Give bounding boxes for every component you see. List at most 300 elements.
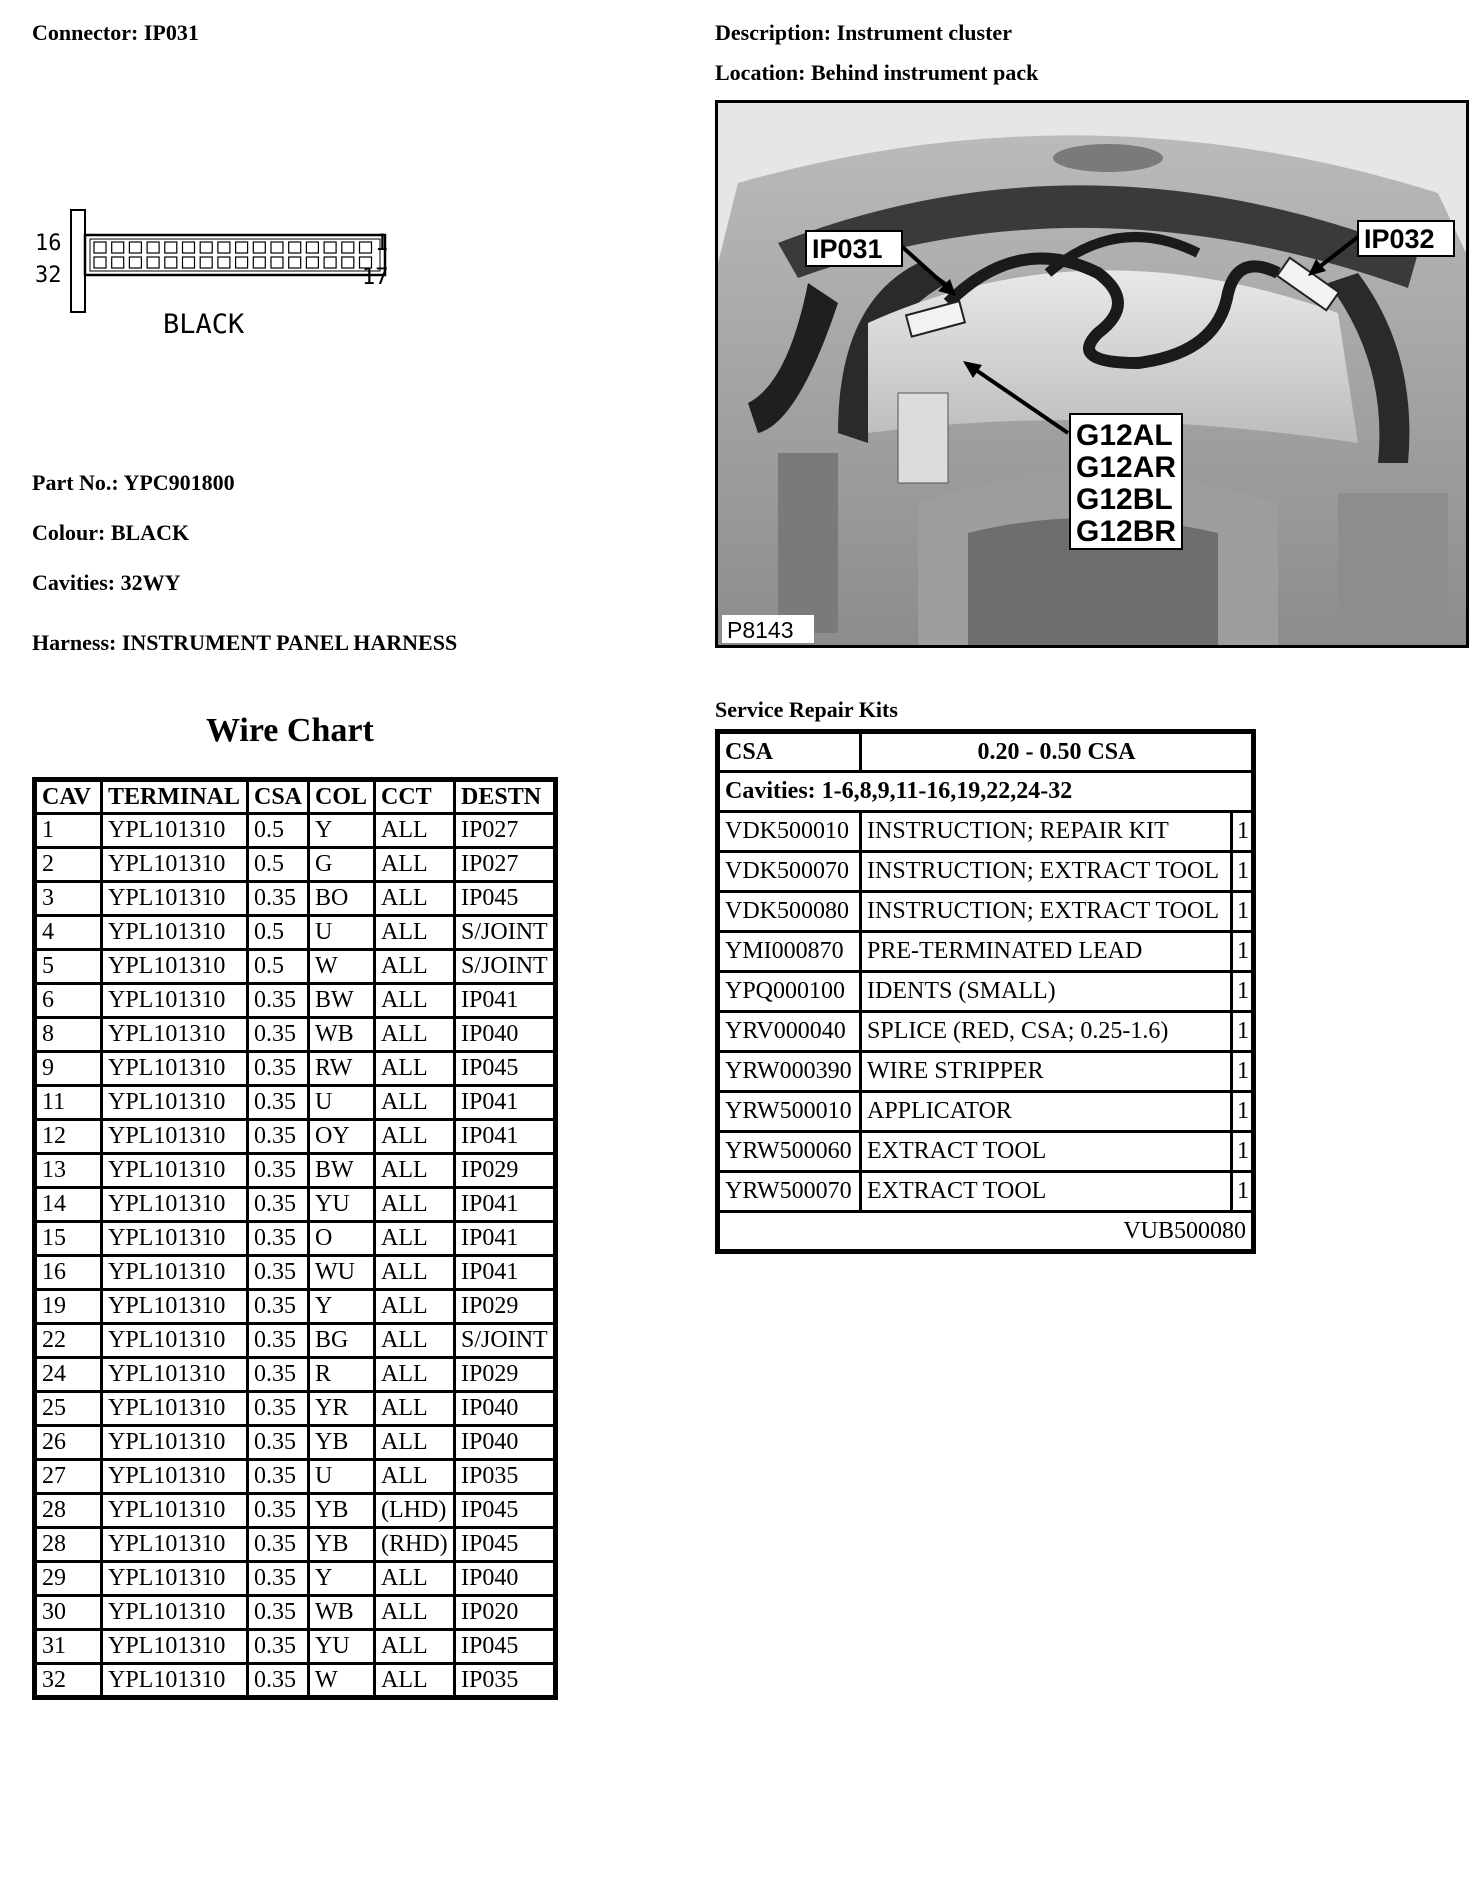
wire-chart-cell: BW bbox=[309, 984, 375, 1018]
wire-chart-cell: 14 bbox=[35, 1188, 102, 1222]
wire-chart-cell: ALL bbox=[375, 1392, 455, 1426]
wire-chart-row bbox=[35, 1426, 556, 1460]
wire-chart-cell: 30 bbox=[35, 1596, 102, 1630]
connector-pin bbox=[183, 242, 195, 253]
wire-chart-cell: R bbox=[309, 1358, 375, 1392]
wire-chart-cell: ALL bbox=[375, 814, 455, 848]
wire-chart-cell: 0.35 bbox=[248, 1630, 309, 1664]
kit-quantity: 1 bbox=[1232, 1172, 1254, 1212]
wire-chart-cell: YPL101310 bbox=[102, 882, 248, 916]
connector-pin bbox=[360, 242, 372, 253]
wire-chart-cell: ALL bbox=[375, 1426, 455, 1460]
wire-chart-cell: IP029 bbox=[455, 1358, 556, 1392]
wire-chart-cell: YPL101310 bbox=[102, 1392, 248, 1426]
wire-chart-row bbox=[35, 1358, 556, 1392]
wire-chart-cell: 0.35 bbox=[248, 1358, 309, 1392]
kits-csa-row bbox=[718, 732, 1254, 772]
column-header: TERMINAL bbox=[102, 780, 248, 814]
kit-quantity: 1 bbox=[1232, 1012, 1254, 1052]
wire-chart-cell: WB bbox=[309, 1018, 375, 1052]
kit-part-number: VDK500080 bbox=[718, 892, 861, 932]
photo-figure-number: P8143 bbox=[727, 617, 794, 643]
service-kits-title: Service Repair Kits bbox=[715, 697, 898, 722]
wire-chart-cell: 8 bbox=[35, 1018, 102, 1052]
kit-description: INSTRUCTION; REPAIR KIT bbox=[861, 812, 1232, 852]
kit-part-number: YPQ000100 bbox=[718, 972, 861, 1012]
wire-chart-table bbox=[32, 777, 558, 1700]
wire-chart-cell: 13 bbox=[35, 1154, 102, 1188]
kit-part-number: YRW000390 bbox=[718, 1052, 861, 1092]
wire-chart-cell: YPL101310 bbox=[102, 1528, 248, 1562]
connector-pin bbox=[342, 257, 354, 268]
wire-chart-cell: YPL101310 bbox=[102, 1494, 248, 1528]
wire-chart-cell: YPL101310 bbox=[102, 1664, 248, 1698]
wire-chart-row bbox=[35, 1460, 556, 1494]
wire-chart-cell: 0.35 bbox=[248, 1188, 309, 1222]
wire-chart-cell: IP041 bbox=[455, 1256, 556, 1290]
wire-chart-cell: YPL101310 bbox=[102, 1630, 248, 1664]
photo-label-ground-2: G12AR bbox=[1076, 451, 1177, 484]
wire-chart-cell: IP029 bbox=[455, 1290, 556, 1324]
kit-quantity: 1 bbox=[1232, 812, 1254, 852]
wire-chart-cell: IP040 bbox=[455, 1018, 556, 1052]
wire-chart-cell: 19 bbox=[35, 1290, 102, 1324]
harness-value: INSTRUMENT PANEL HARNESS bbox=[121, 630, 458, 655]
connector-pin bbox=[271, 242, 283, 253]
kit-number: VUB500080 bbox=[718, 1212, 1254, 1252]
wire-chart-cell: ALL bbox=[375, 882, 455, 916]
pin-label-top-left: 16 bbox=[35, 231, 62, 256]
photo-label-ip031: IP031 bbox=[812, 234, 883, 264]
connector-heading bbox=[32, 20, 199, 46]
wire-chart-cell: ALL bbox=[375, 848, 455, 882]
service-kits-table bbox=[715, 729, 1256, 1254]
kit-part-number: YRW500060 bbox=[718, 1132, 861, 1172]
wire-chart-cell: 27 bbox=[35, 1460, 102, 1494]
kit-item-row bbox=[718, 1132, 1254, 1172]
wire-chart-cell: ALL bbox=[375, 1154, 455, 1188]
connector-pin bbox=[183, 257, 195, 268]
wire-chart-cell: W bbox=[309, 950, 375, 984]
wire-chart-cell: W bbox=[309, 1664, 375, 1698]
wire-chart-cell: YPL101310 bbox=[102, 1358, 248, 1392]
wire-chart-cell: Y bbox=[309, 1290, 375, 1324]
description-line bbox=[715, 20, 1012, 46]
connector-pin bbox=[218, 242, 230, 253]
wire-chart-cell: YPL101310 bbox=[102, 1154, 248, 1188]
wire-chart-cell: ALL bbox=[375, 1188, 455, 1222]
kit-description: EXTRACT TOOL bbox=[861, 1132, 1232, 1172]
wire-chart-cell: S/JOINT bbox=[455, 916, 556, 950]
description-value: Instrument cluster bbox=[836, 20, 1012, 45]
wire-chart-cell: IP027 bbox=[455, 848, 556, 882]
wire-chart-cell: 16 bbox=[35, 1256, 102, 1290]
kit-quantity: 1 bbox=[1232, 972, 1254, 1012]
wire-chart-cell: 0.35 bbox=[248, 1392, 309, 1426]
wire-chart-cell: 9 bbox=[35, 1052, 102, 1086]
location-photo bbox=[715, 100, 1469, 648]
wire-chart-cell: ALL bbox=[375, 1052, 455, 1086]
wire-chart-cell: 0.35 bbox=[248, 1324, 309, 1358]
wire-chart-cell: 0.5 bbox=[248, 950, 309, 984]
wire-chart-cell: 4 bbox=[35, 916, 102, 950]
wire-chart-cell: 0.35 bbox=[248, 1290, 309, 1324]
connector-diagram bbox=[30, 205, 410, 345]
kit-description: APPLICATOR bbox=[861, 1092, 1232, 1132]
connector-pin bbox=[253, 242, 265, 253]
wire-chart-row bbox=[35, 1120, 556, 1154]
wire-chart-cell: (RHD) bbox=[375, 1528, 455, 1562]
wire-chart-header-row bbox=[35, 780, 556, 814]
wire-chart-cell: IP029 bbox=[455, 1154, 556, 1188]
connector-pin bbox=[200, 257, 212, 268]
connector-pin bbox=[165, 257, 177, 268]
wire-chart-cell: 11 bbox=[35, 1086, 102, 1120]
kit-quantity: 1 bbox=[1232, 1132, 1254, 1172]
photo-label-ground-3: G12BL bbox=[1076, 483, 1173, 516]
wire-chart-cell: IP041 bbox=[455, 984, 556, 1018]
wire-chart-cell: 0.35 bbox=[248, 984, 309, 1018]
location-value: Behind instrument pack bbox=[810, 60, 1039, 85]
kit-number-row bbox=[718, 1212, 1254, 1252]
wire-chart-cell: ALL bbox=[375, 950, 455, 984]
connector-pin bbox=[289, 257, 301, 268]
pin-label-top-right: 1 bbox=[375, 231, 389, 256]
wire-chart-cell: YR bbox=[309, 1392, 375, 1426]
wire-chart-cell: 0.35 bbox=[248, 1426, 309, 1460]
wire-chart-cell: IP045 bbox=[455, 1494, 556, 1528]
wire-chart-cell: YPL101310 bbox=[102, 1426, 248, 1460]
wire-chart-cell: 15 bbox=[35, 1222, 102, 1256]
kit-description: WIRE STRIPPER bbox=[861, 1052, 1232, 1092]
wire-chart-cell: IP035 bbox=[455, 1460, 556, 1494]
wire-chart-cell: RW bbox=[309, 1052, 375, 1086]
wire-chart-row bbox=[35, 1018, 556, 1052]
wire-chart-cell: IP045 bbox=[455, 1052, 556, 1086]
wire-chart-cell: Y bbox=[309, 1562, 375, 1596]
wire-chart-cell: 29 bbox=[35, 1562, 102, 1596]
wire-chart-row bbox=[35, 984, 556, 1018]
wire-chart-cell: YPL101310 bbox=[102, 950, 248, 984]
wire-chart-cell: OY bbox=[309, 1120, 375, 1154]
kit-item-row bbox=[718, 812, 1254, 852]
wire-chart-cell: YPL101310 bbox=[102, 1562, 248, 1596]
wire-chart-cell: G bbox=[309, 848, 375, 882]
connector-pin bbox=[253, 257, 265, 268]
kit-quantity: 1 bbox=[1232, 1052, 1254, 1092]
kit-part-number: YRW500070 bbox=[718, 1172, 861, 1212]
kit-item-row bbox=[718, 1092, 1254, 1132]
wire-chart-cell: YPL101310 bbox=[102, 916, 248, 950]
connector-pin bbox=[165, 242, 177, 253]
wire-chart-cell: ALL bbox=[375, 1460, 455, 1494]
wire-chart-row bbox=[35, 1086, 556, 1120]
wire-chart-cell: 0.35 bbox=[248, 1664, 309, 1698]
wire-chart-row bbox=[35, 1528, 556, 1562]
kit-item-row bbox=[718, 1172, 1254, 1212]
wire-chart-cell: 32 bbox=[35, 1664, 102, 1698]
wire-chart-cell: 12 bbox=[35, 1120, 102, 1154]
kit-item-row bbox=[718, 1052, 1254, 1092]
wire-chart-cell: 0.5 bbox=[248, 916, 309, 950]
wire-chart-row bbox=[35, 1392, 556, 1426]
wire-chart-cell: U bbox=[309, 1460, 375, 1494]
wire-chart-cell: YU bbox=[309, 1630, 375, 1664]
connector-pins bbox=[94, 242, 372, 268]
wire-chart-cell: 22 bbox=[35, 1324, 102, 1358]
wire-chart-row bbox=[35, 1222, 556, 1256]
kit-item-row bbox=[718, 1012, 1254, 1052]
wire-chart-cell: 2 bbox=[35, 848, 102, 882]
kit-part-number: VDK500070 bbox=[718, 852, 861, 892]
connector-pin bbox=[324, 257, 336, 268]
wire-chart-cell: 1 bbox=[35, 814, 102, 848]
wire-chart-cell: ALL bbox=[375, 1290, 455, 1324]
connector-pin bbox=[112, 257, 124, 268]
wire-chart-cell: ALL bbox=[375, 1120, 455, 1154]
column-header: DESTN bbox=[455, 780, 556, 814]
wire-chart-cell: U bbox=[309, 1086, 375, 1120]
wire-chart-cell: 0.35 bbox=[248, 1562, 309, 1596]
wire-chart-row bbox=[35, 1052, 556, 1086]
wire-chart-cell: 3 bbox=[35, 882, 102, 916]
wire-chart-cell: 0.35 bbox=[248, 1494, 309, 1528]
column-header: CCT bbox=[375, 780, 455, 814]
connector-pin bbox=[342, 242, 354, 253]
wire-chart-cell: YPL101310 bbox=[102, 1222, 248, 1256]
wire-chart-cell: IP040 bbox=[455, 1562, 556, 1596]
wire-chart-cell: BW bbox=[309, 1154, 375, 1188]
wire-chart-cell: 0.35 bbox=[248, 1120, 309, 1154]
part-number-line bbox=[32, 470, 235, 496]
wire-chart-row bbox=[35, 1154, 556, 1188]
wire-chart-cell: 0.35 bbox=[248, 882, 309, 916]
photo-label-ground-1: G12AL bbox=[1076, 419, 1173, 452]
wire-chart-cell: YB bbox=[309, 1494, 375, 1528]
wire-chart-cell: 31 bbox=[35, 1630, 102, 1664]
wire-chart-cell: IP035 bbox=[455, 1664, 556, 1698]
kit-part-number: VDK500010 bbox=[718, 812, 861, 852]
wire-chart-cell: 0.35 bbox=[248, 1154, 309, 1188]
wire-chart-row bbox=[35, 848, 556, 882]
wire-chart-cell: YU bbox=[309, 1188, 375, 1222]
harness-label: Harness: bbox=[32, 630, 117, 655]
wire-chart-row bbox=[35, 1562, 556, 1596]
location-label: Location: bbox=[715, 60, 806, 85]
wire-chart-cell: WU bbox=[309, 1256, 375, 1290]
wire-chart-cell: IP041 bbox=[455, 1222, 556, 1256]
wire-chart-cell: 28 bbox=[35, 1528, 102, 1562]
cavities-label: Cavities: bbox=[32, 570, 116, 595]
wire-chart-row bbox=[35, 882, 556, 916]
wire-chart-cell: IP027 bbox=[455, 814, 556, 848]
wire-chart-cell: BG bbox=[309, 1324, 375, 1358]
wire-chart-cell: 0.35 bbox=[248, 1460, 309, 1494]
connector-pin bbox=[271, 257, 283, 268]
wire-chart-cell: (LHD) bbox=[375, 1494, 455, 1528]
wire-chart-cell: IP041 bbox=[455, 1086, 556, 1120]
wire-chart-cell: Y bbox=[309, 814, 375, 848]
colour-label: Colour: bbox=[32, 520, 106, 545]
kit-item-row bbox=[718, 972, 1254, 1012]
column-header: CSA bbox=[248, 780, 309, 814]
wire-chart-cell: YPL101310 bbox=[102, 1460, 248, 1494]
wire-chart-cell: ALL bbox=[375, 1256, 455, 1290]
wire-chart-cell: WB bbox=[309, 1596, 375, 1630]
kits-cavities-row bbox=[718, 772, 1254, 812]
wire-chart-cell: ALL bbox=[375, 1664, 455, 1698]
wire-chart-cell: ALL bbox=[375, 1562, 455, 1596]
wire-chart-cell: ALL bbox=[375, 984, 455, 1018]
cavities-line bbox=[32, 570, 180, 596]
wire-chart-cell: YPL101310 bbox=[102, 984, 248, 1018]
wire-chart-row bbox=[35, 1596, 556, 1630]
wire-chart-cell: ALL bbox=[375, 1358, 455, 1392]
connector-pin bbox=[147, 242, 159, 253]
connector-label: Connector: bbox=[32, 20, 139, 45]
kit-description: PRE-TERMINATED LEAD bbox=[861, 932, 1232, 972]
wire-chart-cell: YPL101310 bbox=[102, 1290, 248, 1324]
wire-chart-cell: IP041 bbox=[455, 1188, 556, 1222]
connector-pin bbox=[306, 242, 318, 253]
wire-chart-cell: ALL bbox=[375, 1222, 455, 1256]
wire-chart-cell: ALL bbox=[375, 1086, 455, 1120]
pin-label-bottom-left: 32 bbox=[35, 263, 62, 288]
kit-item-row bbox=[718, 892, 1254, 932]
cavities-value: 32WY bbox=[120, 570, 181, 595]
wire-chart-row bbox=[35, 1664, 556, 1698]
wire-chart-cell: 0.35 bbox=[248, 1222, 309, 1256]
wire-chart-cell: YPL101310 bbox=[102, 814, 248, 848]
wire-chart-row bbox=[35, 916, 556, 950]
kit-description: INSTRUCTION; EXTRACT TOOL bbox=[861, 852, 1232, 892]
column-header: COL bbox=[309, 780, 375, 814]
connector-pin bbox=[129, 242, 141, 253]
location-line bbox=[715, 60, 1038, 86]
wire-chart-cell: YPL101310 bbox=[102, 1324, 248, 1358]
wire-chart-row bbox=[35, 1290, 556, 1324]
wire-chart-cell: 0.35 bbox=[248, 1086, 309, 1120]
connector-pin bbox=[306, 257, 318, 268]
connector-pin bbox=[200, 242, 212, 253]
connector-pin bbox=[94, 257, 106, 268]
wire-chart-body bbox=[35, 814, 556, 1698]
connector-pin bbox=[324, 242, 336, 253]
kit-part-number: YRV000040 bbox=[718, 1012, 861, 1052]
part-number-label: Part No.: bbox=[32, 470, 119, 495]
kits-csa-label: CSA bbox=[718, 732, 861, 772]
wire-chart-cell: ALL bbox=[375, 1018, 455, 1052]
wire-chart-cell: ALL bbox=[375, 1324, 455, 1358]
wire-chart-cell: U bbox=[309, 916, 375, 950]
wire-chart-cell: IP040 bbox=[455, 1392, 556, 1426]
wire-chart-cell: YPL101310 bbox=[102, 1052, 248, 1086]
connector-id: IP031 bbox=[143, 20, 199, 45]
wire-chart-cell: 26 bbox=[35, 1426, 102, 1460]
wire-chart-cell: IP045 bbox=[455, 1528, 556, 1562]
wire-chart-row bbox=[35, 814, 556, 848]
wire-chart-row bbox=[35, 1256, 556, 1290]
wire-chart-cell: ALL bbox=[375, 1596, 455, 1630]
connector-pin bbox=[289, 242, 301, 253]
part-number-value: YPC901800 bbox=[123, 470, 235, 495]
wire-chart-row bbox=[35, 1188, 556, 1222]
wire-chart-cell: IP041 bbox=[455, 1120, 556, 1154]
wire-chart-cell: YPL101310 bbox=[102, 1018, 248, 1052]
photo-label-ip032: IP032 bbox=[1364, 224, 1435, 254]
wire-chart-title: Wire Chart bbox=[206, 712, 374, 749]
kit-quantity: 1 bbox=[1232, 932, 1254, 972]
wire-chart-cell: YPL101310 bbox=[102, 1596, 248, 1630]
kit-quantity: 1 bbox=[1232, 1092, 1254, 1132]
wire-chart-cell: S/JOINT bbox=[455, 1324, 556, 1358]
kits-csa-value: 0.20 - 0.50 CSA bbox=[861, 732, 1254, 772]
wire-chart-cell: 0.35 bbox=[248, 1256, 309, 1290]
wire-chart-cell: YPL101310 bbox=[102, 848, 248, 882]
kits-cavities: Cavities: 1-6,8,9,11-16,19,22,24-32 bbox=[718, 772, 1254, 812]
pin-label-bottom-right: 17 bbox=[362, 265, 389, 290]
wire-chart-cell: 0.35 bbox=[248, 1596, 309, 1630]
kit-description: INSTRUCTION; EXTRACT TOOL bbox=[861, 892, 1232, 932]
column-header: CAV bbox=[35, 780, 102, 814]
wire-chart-row bbox=[35, 1630, 556, 1664]
wire-chart-cell: IP045 bbox=[455, 1630, 556, 1664]
connector-pin bbox=[236, 242, 248, 253]
colour-line bbox=[32, 520, 189, 546]
wire-chart-cell: IP040 bbox=[455, 1426, 556, 1460]
kit-item-row bbox=[718, 852, 1254, 892]
wire-chart-cell: ALL bbox=[375, 916, 455, 950]
wire-chart-row bbox=[35, 1494, 556, 1528]
wire-chart-cell: 0.35 bbox=[248, 1052, 309, 1086]
kit-part-number: YMI000870 bbox=[718, 932, 861, 972]
kit-part-number: YRW500010 bbox=[718, 1092, 861, 1132]
wire-chart-cell: IP045 bbox=[455, 882, 556, 916]
colour-value: BLACK bbox=[110, 520, 190, 545]
wire-chart-cell: YPL101310 bbox=[102, 1188, 248, 1222]
wire-chart-cell: IP020 bbox=[455, 1596, 556, 1630]
wire-chart-cell: YB bbox=[309, 1528, 375, 1562]
wire-chart-cell: BO bbox=[309, 882, 375, 916]
kit-quantity: 1 bbox=[1232, 852, 1254, 892]
connector-pin bbox=[147, 257, 159, 268]
connector-pin bbox=[94, 242, 106, 253]
kit-quantity: 1 bbox=[1232, 892, 1254, 932]
wire-chart-row bbox=[35, 1324, 556, 1358]
connector-pin bbox=[218, 257, 230, 268]
wire-chart-cell: ALL bbox=[375, 1630, 455, 1664]
wire-chart-cell: 5 bbox=[35, 950, 102, 984]
wire-chart-cell: YPL101310 bbox=[102, 1120, 248, 1154]
instrument-cluster-photo bbox=[718, 103, 1466, 645]
wire-chart-cell: 28 bbox=[35, 1494, 102, 1528]
wire-chart-cell: YB bbox=[309, 1426, 375, 1460]
kit-description: SPLICE (RED, CSA; 0.25-1.6) bbox=[861, 1012, 1232, 1052]
description-label: Description: bbox=[715, 20, 832, 45]
wire-chart-cell: S/JOINT bbox=[455, 950, 556, 984]
wire-chart-cell: 25 bbox=[35, 1392, 102, 1426]
photo-label-ground-4: G12BR bbox=[1076, 515, 1177, 548]
kit-description: EXTRACT TOOL bbox=[861, 1172, 1232, 1212]
wire-chart-cell: 0.35 bbox=[248, 1528, 309, 1562]
wire-chart-cell: YPL101310 bbox=[102, 1256, 248, 1290]
kit-item-row bbox=[718, 932, 1254, 972]
harness-line bbox=[32, 630, 457, 656]
connector-pin bbox=[112, 242, 124, 253]
wire-chart-cell: 6 bbox=[35, 984, 102, 1018]
wire-chart-row bbox=[35, 950, 556, 984]
connector-colour-caption: BLACK bbox=[163, 309, 245, 340]
